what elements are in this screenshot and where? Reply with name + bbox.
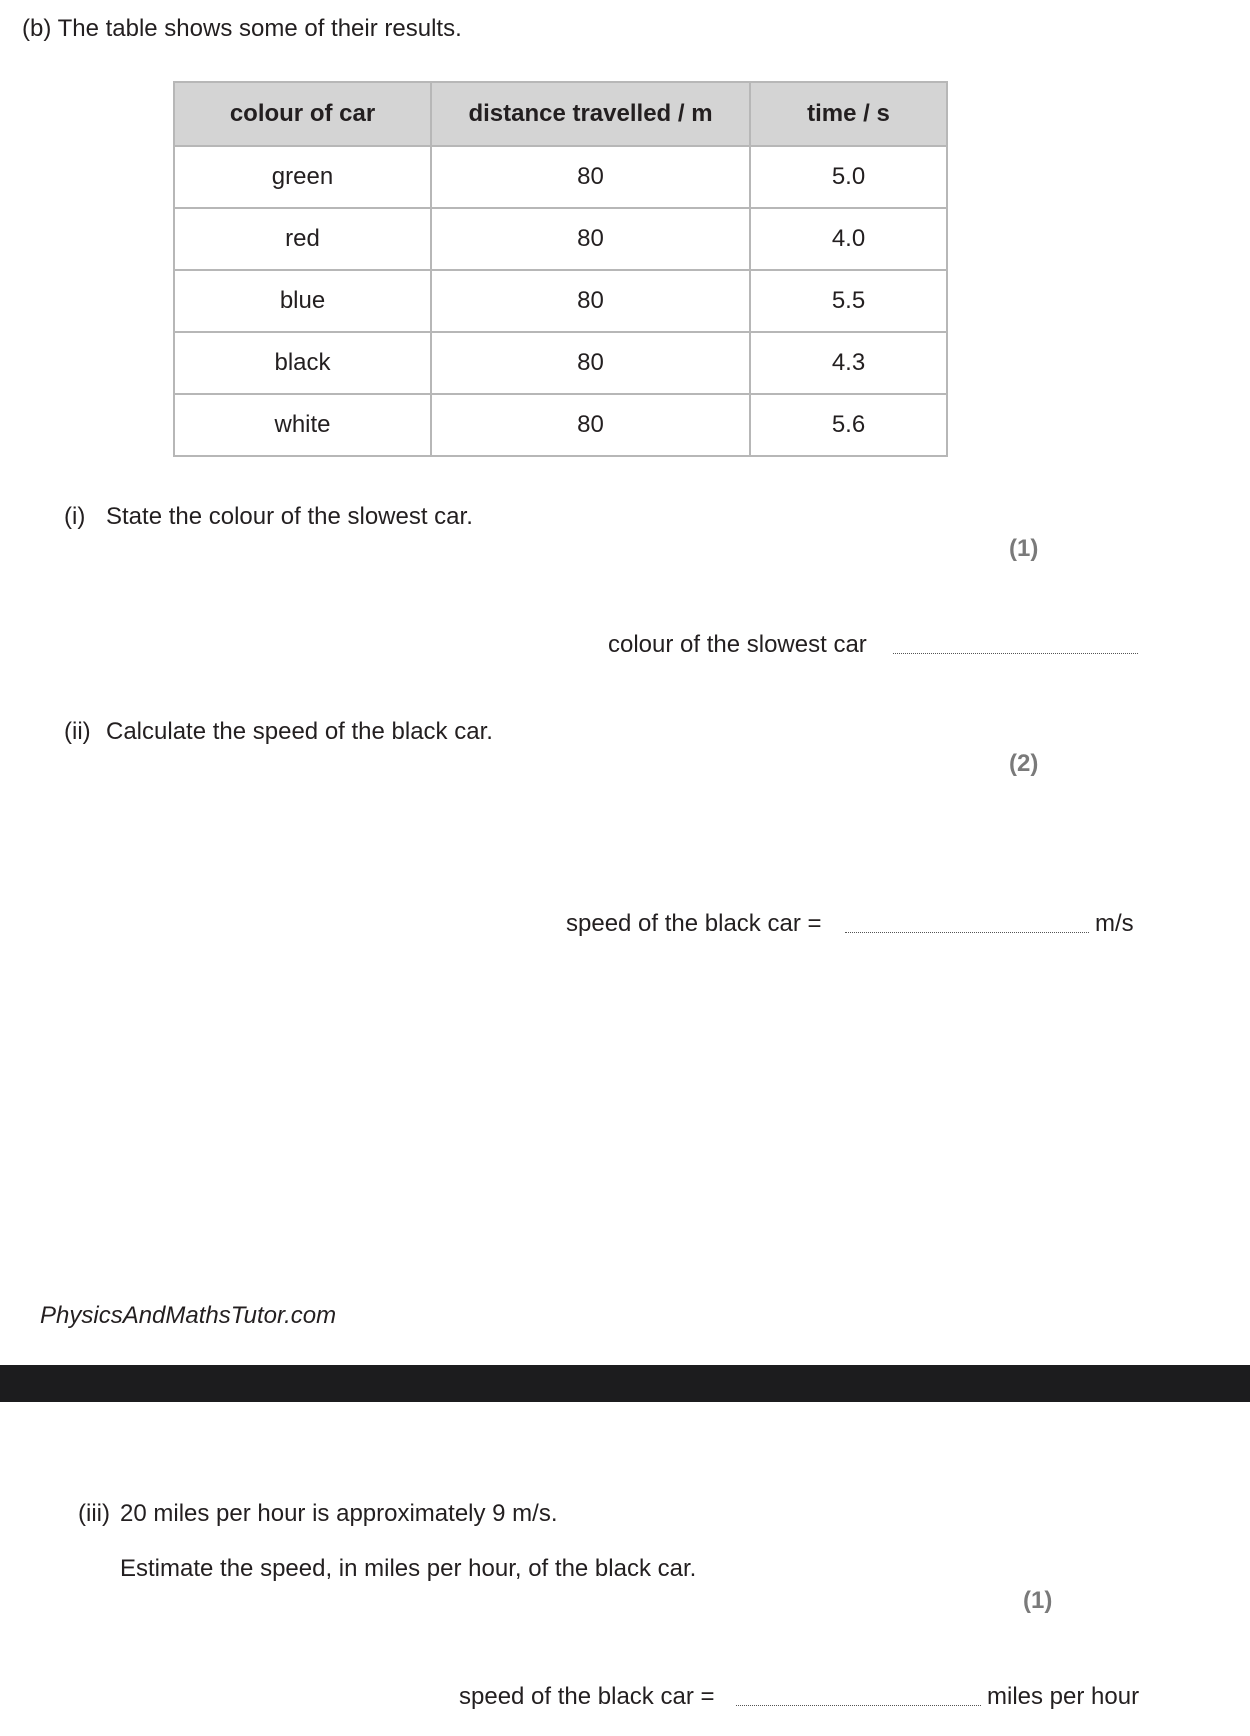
cell-time: 4.3	[750, 332, 947, 394]
q2-number: (ii)	[64, 718, 91, 745]
q1-text: State the colour of the slowest car.	[106, 503, 473, 530]
cell-colour: black	[174, 332, 431, 394]
cell-colour: red	[174, 208, 431, 270]
table-row	[174, 270, 947, 332]
q3-unit: miles per hour	[987, 1683, 1140, 1710]
q2-answer-label: speed of the black car =	[566, 910, 822, 937]
page-break-band	[0, 1365, 1250, 1402]
cell-distance: 80	[431, 332, 750, 394]
q1-answer-line[interactable]	[893, 653, 1138, 654]
table-row	[174, 394, 947, 456]
table-row	[174, 208, 947, 270]
table-header-row	[174, 82, 947, 146]
header-distance-travelled: distance travelled / m	[431, 82, 750, 146]
q2-text: Calculate the speed of the black car.	[106, 718, 493, 745]
cell-time: 5.6	[750, 394, 947, 456]
q1-answer-label: colour of the slowest car	[608, 631, 867, 658]
cell-distance: 80	[431, 270, 750, 332]
cell-time: 5.0	[750, 146, 947, 208]
q2-marks: (2)	[1009, 750, 1039, 777]
cell-distance: 80	[431, 146, 750, 208]
part-b-intro: (b) The table shows some of their results.	[22, 15, 462, 42]
q2-unit: m/s	[1095, 910, 1134, 937]
q3-instruction: Estimate the speed, in miles per hour, of the black car.	[120, 1555, 697, 1582]
table-row	[174, 146, 947, 208]
q1-number: (i)	[64, 503, 86, 530]
q2-answer-line[interactable]	[845, 932, 1089, 933]
cell-distance: 80	[431, 208, 750, 270]
header-time: time / s	[750, 82, 947, 146]
results-table	[173, 81, 948, 457]
q3-answer-label: speed of the black car =	[459, 1683, 715, 1710]
cell-distance: 80	[431, 394, 750, 456]
q3-marks: (1)	[1023, 1587, 1053, 1614]
cell-time: 5.5	[750, 270, 947, 332]
q3-number: (iii)	[78, 1500, 110, 1527]
q3-answer-line[interactable]	[736, 1705, 981, 1706]
q1-marks: (1)	[1009, 535, 1039, 562]
table-row	[174, 332, 947, 394]
cell-colour: blue	[174, 270, 431, 332]
footer-brand: PhysicsAndMathsTutor.com	[40, 1302, 337, 1329]
cell-colour: white	[174, 394, 431, 456]
cell-colour: green	[174, 146, 431, 208]
q3-text: 20 miles per hour is approximately 9 m/s.	[120, 1500, 558, 1527]
header-colour-of-car: colour of car	[174, 82, 431, 146]
cell-time: 4.0	[750, 208, 947, 270]
